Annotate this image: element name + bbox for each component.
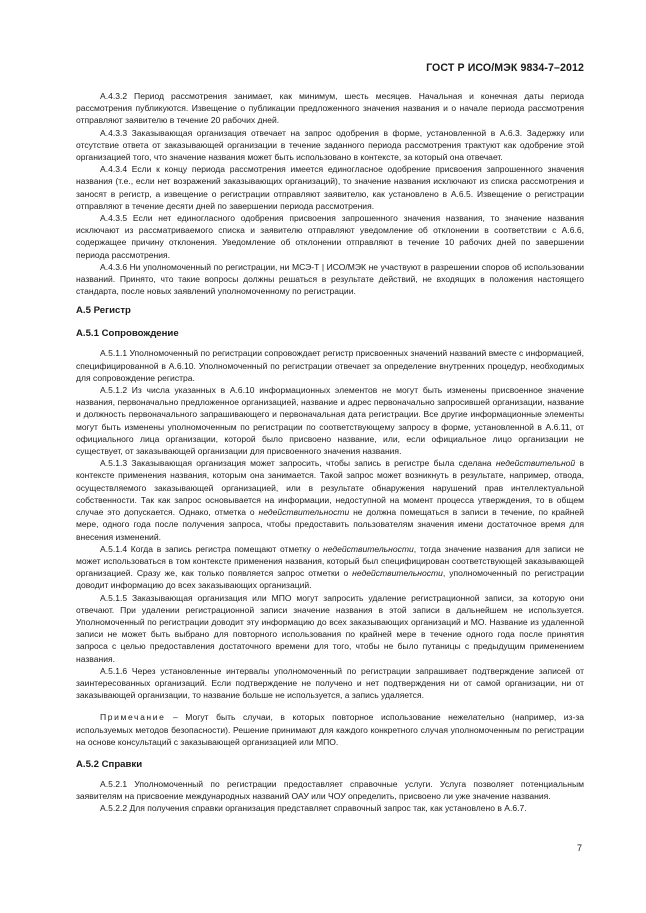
note-paragraph — [76, 711, 584, 748]
document-body — [76, 90, 584, 815]
section-heading-a5: А.5 Регистр — [76, 305, 131, 317]
paragraph-a513-text-1: А.5.1.3 Заказывающая организация может запросить, чтобы запись в регистре была сделана — [100, 458, 496, 469]
paragraph-a514-text-2: , тогда значение названия для записи не может использоваться в том контексте применения названия, который был специфицирован соответствующей заказывающей организацией. Сразу же, как только появляется запрос отметки о — [76, 543, 584, 579]
note-label: Примечание — [100, 712, 166, 723]
section-heading-a52: А.5.2 Справки — [76, 758, 143, 770]
paragraph-a436: А.4.3.6 Ни уполномоченный по регистрации, ни МСЭ-Т | ИСО/МЭК не участвуют в разрешении споров об использовании названий. Принято, что такие вопросы должны решаться в результате действий, не входящих в положения настоящего стандарта, после новых заявлений уполномоченному по регистрации. — [76, 261, 584, 297]
paragraph-a513-text-3: не должна помещаться в записи в течение, по крайней мере, одного года после получения запроса, чтобы предоставить пользователям значения имени достаточное время для внесения изменений. — [76, 507, 585, 542]
note-text: – Могут быть случаи, в которых повторное использование нежелательно (например, из-за используемых методов безопасности). Решение принимают для каждого конкретного случая уполномоченным по регистрации на основе консультаций с заказывающей организацией или МПО. — [76, 712, 584, 747]
paragraph-a514-emphasis-2: недействительности — [352, 568, 443, 579]
paragraph-a512: А.5.1.2 Из числа указанных в А.6.10 информационных элементов не могут быть изменены присвоенное значение названия, первоначально предложенное организацией, название и адрес первоначально запросившей организации, название и должность первоначального запрашивающего и первоначальная дата регистрации. Все другие информационные элементы могут быть изменены уполномоченным по регистрации по соответствующему запросу в форме, установленной в А.6.11, от официального лица организации, которой было присвоено название, или, если официальное лицо организации не существует, от заказывающей организации для присвоенного значения названия. — [76, 385, 584, 457]
paragraph-a513-text-2: в контексте применения названия, которым она занимается. Такой запрос может возникнуть в результате, например, отвода, осуществляемого заказывающей организацией, или в результате обнаружения нарушений прав интеллектуальной собственности. Так как запрос основывается на информации, недоступной на момент процесса утверждения, то в общем случае это допускается. Однако, отметка о — [76, 458, 584, 518]
paragraph-a516: А.5.1.6 Через установленные интервалы уполномоченный по регистрации запрашивает подтверждение записей от заинтересованных организаций. Если подтверждение не получено и нет подтверждения ни от самой организации, ни от заказывающей организации, то название больше не используется, а запись удаляется. — [76, 665, 584, 701]
paragraph-a513-emphasis-2: недействительности — [258, 507, 350, 518]
paragraph-a511: А.5.1.1 Уполномоченный по регистрации сопровождает регистр присвоенных значений названий вместе с информацией, специфицированной в А.6.10. Уполномоченный по регистрации отвечает за определение внутренних процедур, необходимых для сопровождение регистра. — [76, 348, 584, 383]
paragraph-a433: А.4.3.3 Заказывающая организация отвечает на запрос одобрения в форме, установленной в А.6.3. Задержку или отсутствие ответа от заказывающей организации в течение заданного периода рассмотрения трактуют как одобрение этой организацией того, что значение названия может быть использовано в контексте, за который она отвечает. — [76, 127, 584, 163]
paragraph-a514-text-1: А.5.1.4 Когда в запись регистра помещают отметку о — [100, 543, 324, 554]
paragraph-a432: А.4.3.2 Период рассмотрения занимает, как минимум, шесть месяцев. Начальная и конечная даты периода рассмотрения публикуются. Извещение о публикации предложенного значения названия и о начале периода рассмотрения отправляют заявителю в течение 20 рабочих дней. — [76, 91, 584, 126]
paragraph-a434: А.4.3.4 Если к концу периода рассмотрения имеется единогласное одобрение присвоения запрошенного значения названия (т.е., если нет возражений заказывающих организаций), то значение названия исключают из списка рассмотрения и заносят в регистр, а извещение о регистрации отправляют заявителю, как установлено в А.6.5. Извещение о регистрации отправляют в течение десяти дней по завершении периода рассмотрения. — [76, 164, 584, 211]
paragraph-a513-emphasis-1: недействительной — [495, 458, 576, 469]
page-number: 7 — [576, 843, 582, 853]
paragraph-a515: А.5.1.5 Заказывающая организация или МПО могут запросить удаление регистрационной записи, за которую они отвечают. При удалении регистрационной записи значение названия в этой записи в дальнейшем не используется. Уполномоченный по регистрации доводит эту информацию до всех заказывающих организаций и МО. Название из удаленной записи не может быть выбрано для повторного использования по крайней мере в течение одного года после принятия запроса с целью предоставления достаточного времени для того, чтобы не было путаницы с предыдущим применением названия. — [76, 592, 584, 664]
paragraph-a435: А.4.3.5 Если нет единогласного одобрения присвоения запрошенного значения названия, то значение названия исключают из рассматриваемого списка и заявителю отправляют уведомление об отклонении в соответствии с А.6.6, содержащее причину отклонения. Уведомление об отклонении отправляют в течение 10 рабочих дней по завершении периода рассмотрения. — [76, 213, 584, 260]
section-heading-a51: А.5.1 Сопровождение — [76, 328, 179, 340]
standard-header: ГОСТ Р ИСО/МЭК 9834-7–2012 — [426, 62, 584, 74]
paragraph-a514 — [76, 543, 584, 592]
paragraph-a514-emphasis-1: недействительности — [323, 543, 414, 554]
paragraph-a513 — [76, 457, 584, 542]
paragraph-a514-text-3: , уполномоченный по регистрации доводит информацию до всех заказывающих организаций. — [76, 568, 584, 591]
paragraph-a522: А.5.2.2 Для получения справки организация представляет справочный запрос так, как установлено в А.6.7. — [100, 803, 527, 814]
paragraph-a521: А.5.2.1 Уполномоченный по регистрации предоставляет справочные услуги. Услуга позволяет потенциальным заявителям на присвоение международных названий ОАУ или ЧОУ определить, присвоено ли уже значение названия. — [76, 778, 584, 802]
